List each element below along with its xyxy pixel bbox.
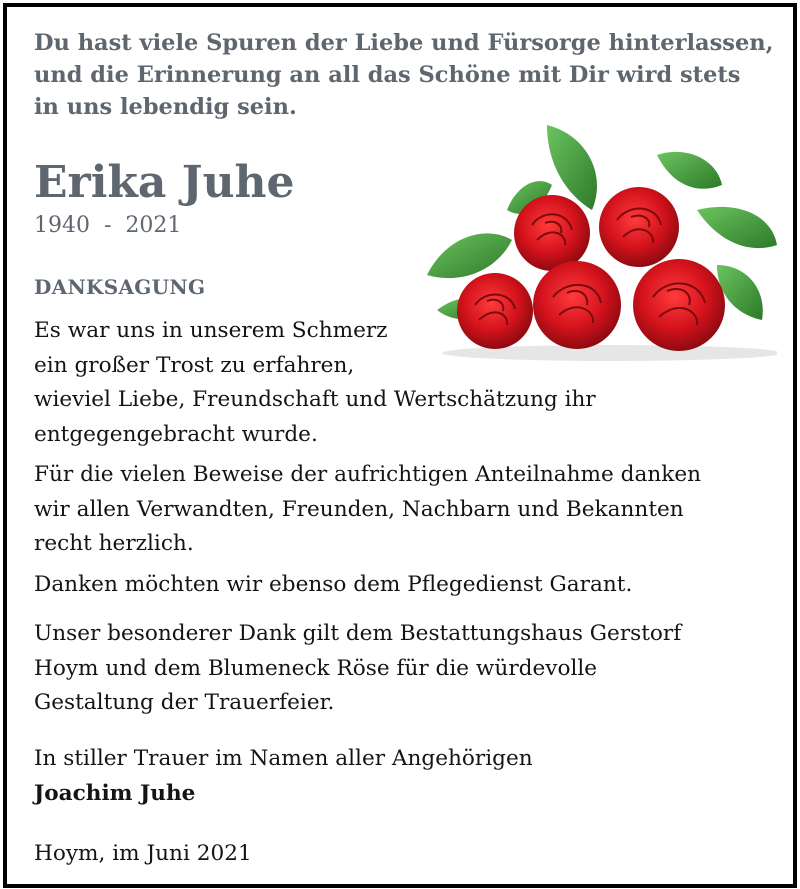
quote-line: in uns lebendig sein.: [34, 94, 297, 120]
life-dates: 1940 - 2021: [34, 213, 182, 238]
quote-line: und die Erinnerung an all das Schöne mit Dir wird stets: [34, 62, 741, 88]
place-date: [34, 837, 774, 872]
closing-block: [34, 742, 774, 811]
text-line: recht herzlich.: [34, 531, 194, 556]
memorial-quote: [34, 27, 774, 123]
thanks-paragraph: [34, 314, 774, 452]
section-heading: DANKSAGUNG: [34, 275, 206, 299]
thanks-paragraph: [34, 458, 774, 562]
text-line: wir allen Verwandten, Freunden, Nachbarn und Bekannten: [34, 496, 684, 522]
text-line: Hoym und dem Blumeneck Röse für die würdevolle: [34, 655, 598, 681]
thanks-paragraph: [34, 568, 774, 603]
text-line: Für die vielen Beweise der aufrichtigen Anteilnahme danken: [34, 462, 702, 487]
signer-name: Joachim Juhe: [34, 780, 196, 806]
obituary-notice: [3, 3, 797, 888]
quote-line: Du hast viele Spuren der Liebe und Fürsorge hinterlassen,: [34, 30, 774, 56]
text-line: ein großer Trost zu erfahren,: [34, 352, 355, 378]
text-line: entgegengebracht wurde.: [34, 421, 318, 447]
text-line: Unser besonderer Dank gilt dem Bestattungshaus Gerstorf: [34, 621, 682, 646]
place-date-line: Hoym, im Juni 2021: [34, 841, 252, 866]
text-line: Es war uns in unserem Schmerz: [34, 318, 388, 343]
thanks-paragraph: [34, 617, 774, 721]
rose: [599, 187, 679, 267]
rose: [514, 195, 590, 271]
closing-line: In stiller Trauer im Namen aller Angehörigen: [34, 746, 533, 771]
text-line: wieviel Liebe, Freundschaft und Wertschätzung ihr: [34, 387, 596, 412]
text-line: Danken möchten wir ebenso dem Pflegedienst Garant.: [34, 572, 633, 597]
text-line: Gestaltung der Trauerfeier.: [34, 690, 335, 715]
deceased-name: Erika Juhe: [34, 157, 295, 208]
